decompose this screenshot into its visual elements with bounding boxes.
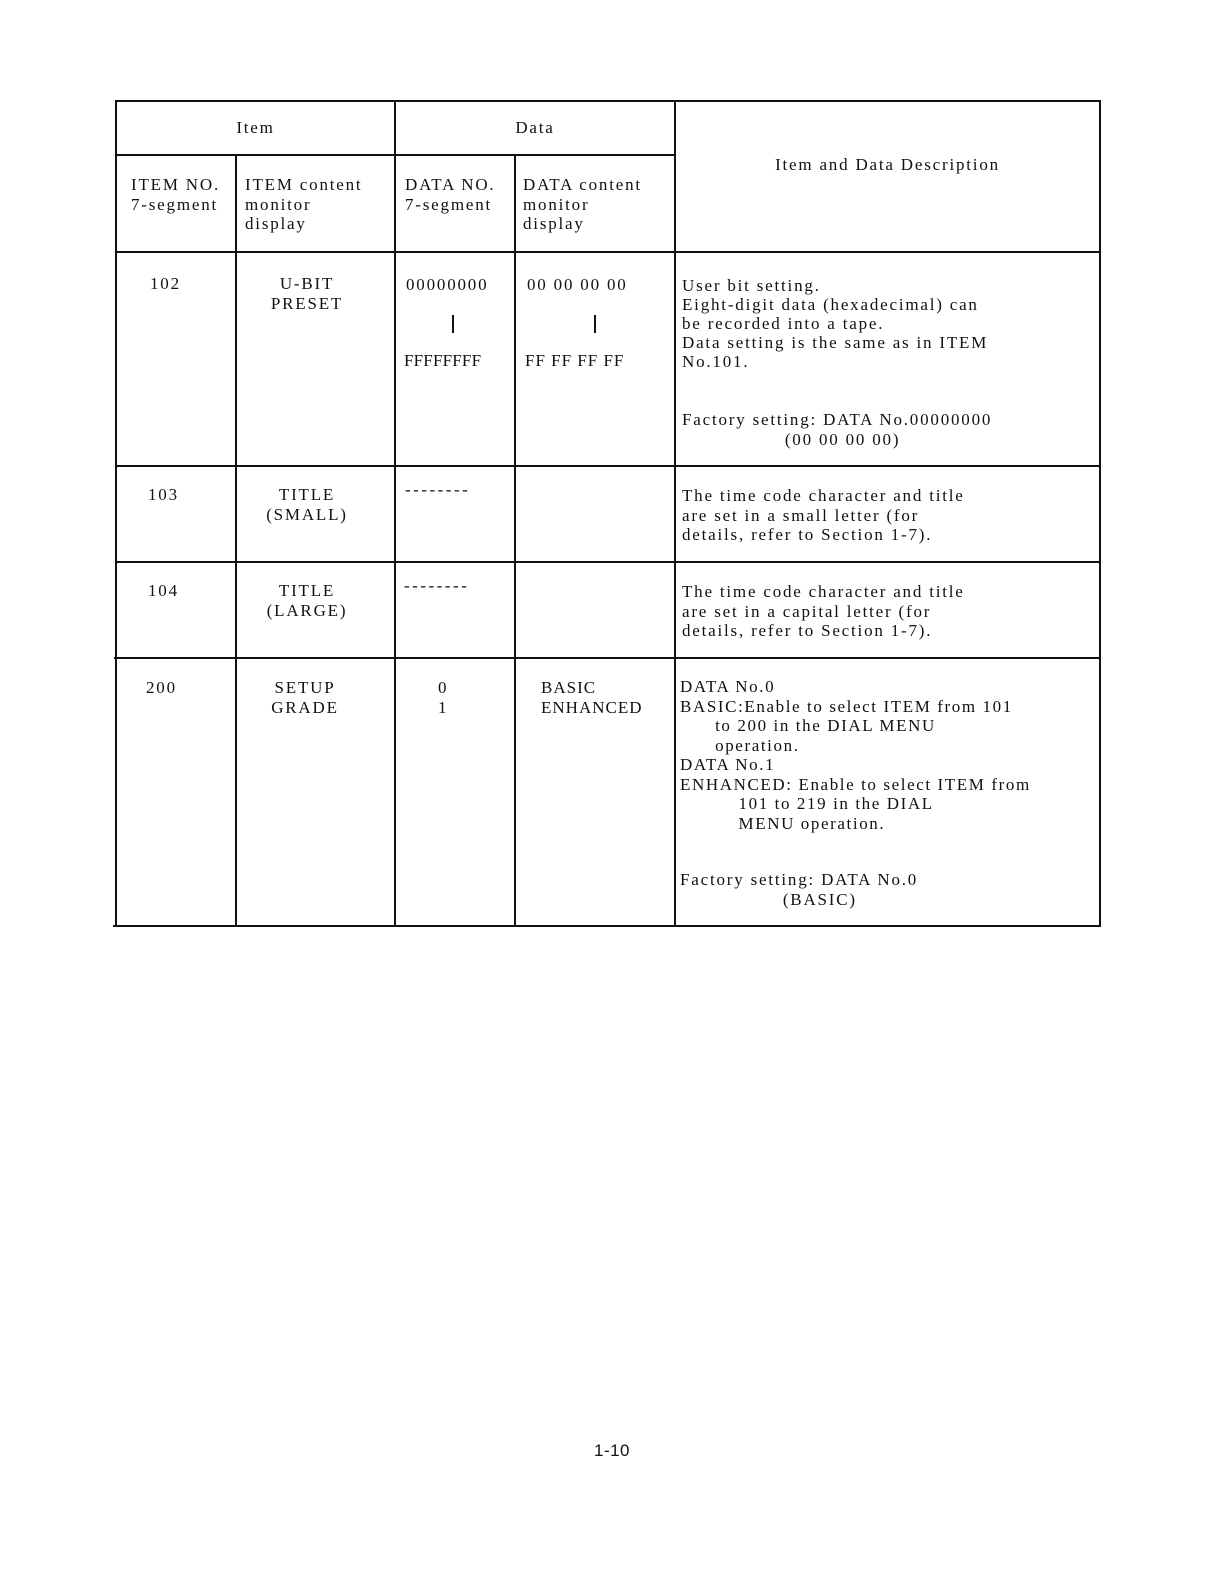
header-description: Item and Data Description bbox=[775, 155, 1000, 174]
range-indicator bbox=[452, 315, 454, 333]
row-103-data-no: -------- bbox=[405, 480, 471, 499]
table-bottom-border bbox=[113, 925, 1099, 927]
row-200-data-no: 0 1 bbox=[438, 678, 449, 717]
row-divider-1 bbox=[115, 465, 1100, 467]
row-200-item-content: SETUP GRADE bbox=[271, 678, 339, 717]
row-102-description: User bit setting. Eight-digit data (hexadecimal) can be recorded into a tape. Data setting is the same as in ITEM No.101. bbox=[682, 276, 989, 371]
header-item-content: ITEM content monitor display bbox=[245, 175, 363, 233]
column-divider-data-content bbox=[514, 154, 516, 927]
row-102-item-no: 102 bbox=[150, 274, 181, 293]
column-divider-description bbox=[674, 100, 676, 927]
row-104-item-content: TITLE (LARGE) bbox=[266, 581, 348, 620]
row-102-item-content: U-BIT PRESET bbox=[270, 274, 344, 313]
row-103-item-content: TITLE (SMALL) bbox=[266, 485, 348, 524]
row-103-item-no: 103 bbox=[148, 485, 179, 504]
row-200-description: DATA No.0 BASIC:Enable to select ITEM from 101 to 200 in the DIAL MENU operation. DATA No.1 ENHANCED: Enable to select ITEM from 101 to 219 in the DIAL MENU operation. bbox=[680, 677, 1031, 833]
row-divider-3 bbox=[114, 657, 1099, 659]
row-102-factory-setting: Factory setting: DATA No.00000000 (00 00 00 00) bbox=[682, 410, 993, 449]
header-data-group: Data bbox=[515, 118, 555, 137]
column-divider-data bbox=[394, 100, 396, 927]
header-data-no: DATA NO. 7-segment bbox=[405, 175, 496, 214]
row-102-data-content-top: 00 00 00 00 bbox=[527, 275, 628, 294]
range-indicator bbox=[594, 315, 596, 333]
row-divider-2 bbox=[115, 561, 1100, 563]
table-right-border bbox=[1099, 100, 1101, 927]
row-102-data-content-bottom: FF FF FF FF bbox=[525, 351, 625, 370]
row-200-factory-setting: Factory setting: DATA No.0 (BASIC) bbox=[680, 870, 919, 909]
table-top-border bbox=[116, 100, 1101, 102]
header-data-content: DATA content monitor display bbox=[523, 175, 642, 233]
header-item-group: Item bbox=[236, 118, 275, 137]
page-number: 1-10 bbox=[593, 1441, 631, 1460]
table-left-border bbox=[115, 100, 117, 927]
column-divider-item-content bbox=[235, 154, 237, 927]
row-103-description: The time code character and title are set in a small letter (for details, refer to Section 1-7). bbox=[682, 486, 965, 544]
row-102-data-no-bottom: FFFFFFFF bbox=[404, 351, 482, 370]
row-200-data-content: BASIC ENHANCED bbox=[541, 678, 643, 717]
row-104-item-no: 104 bbox=[148, 581, 179, 600]
row-104-data-no: -------- bbox=[404, 576, 470, 595]
row-102-data-no-top: 00000000 bbox=[406, 275, 489, 294]
row-104-description: The time code character and title are set in a capital letter (for details, refer to Section 1-7). bbox=[682, 582, 965, 640]
row-200-item-no: 200 bbox=[146, 678, 177, 697]
header-bottom-border bbox=[116, 251, 1101, 253]
header-item-no: ITEM NO. 7-segment bbox=[131, 175, 220, 214]
